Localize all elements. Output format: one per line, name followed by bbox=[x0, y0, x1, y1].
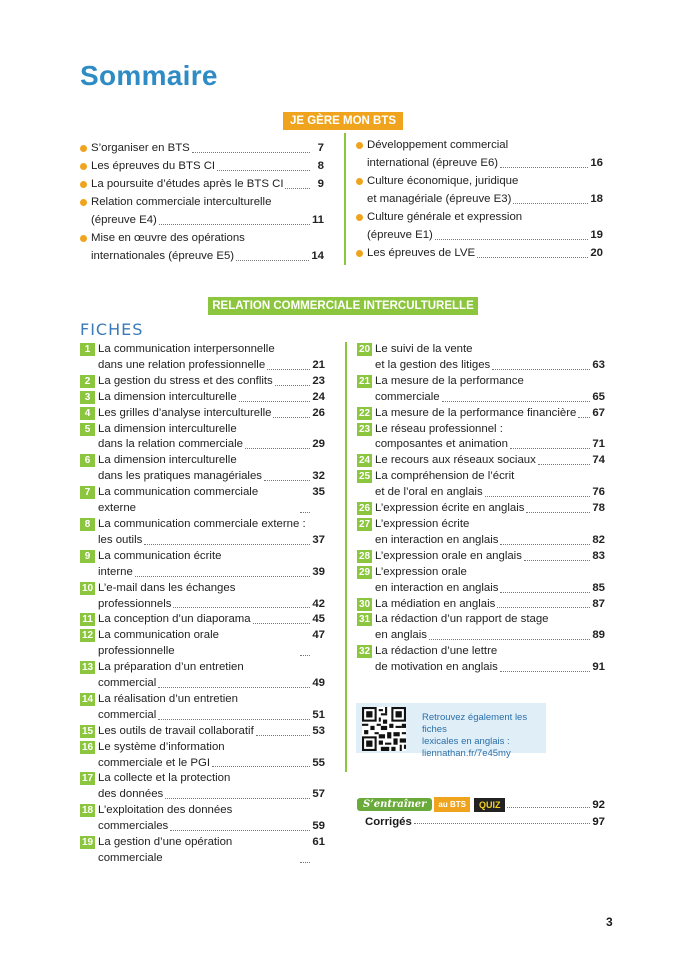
fiches-column-right bbox=[357, 342, 605, 676]
page-ref: 67 bbox=[592, 406, 605, 419]
fiche-entry[interactable] bbox=[357, 342, 605, 374]
page-ref: 74 bbox=[592, 454, 605, 467]
fiche-text: dans une relation professionnelle bbox=[98, 358, 266, 371]
page-ref: 61 bbox=[312, 836, 325, 849]
page-ref: 11 bbox=[311, 214, 324, 226]
fiche-number: 8 bbox=[80, 518, 95, 531]
page-ref: 9 bbox=[317, 178, 324, 190]
fiche-text: commerciale bbox=[375, 390, 440, 403]
leader-dots bbox=[264, 480, 310, 481]
toc-column-left bbox=[80, 139, 324, 265]
fiche-title: L’expression écrite bbox=[375, 517, 470, 530]
fiche-text: L’expression écrite en anglais bbox=[375, 502, 525, 515]
page-ref: 24 bbox=[312, 390, 325, 403]
fiche-entry[interactable] bbox=[80, 740, 325, 772]
fiche-title: La dimension interculturelle bbox=[98, 454, 237, 467]
fiche-entry[interactable] bbox=[80, 342, 325, 374]
leader-dots bbox=[173, 607, 310, 608]
fiches-column-left bbox=[80, 342, 325, 867]
fiche-entry[interactable] bbox=[357, 501, 605, 517]
fiche-entry[interactable] bbox=[357, 612, 605, 644]
page-ref: 63 bbox=[592, 358, 605, 371]
fiche-entry[interactable] bbox=[80, 835, 325, 867]
fiche-title: La collecte et la protection bbox=[98, 772, 231, 785]
fiche-text: Les outils de travail collaboratif bbox=[98, 724, 254, 737]
fiche-number: 18 bbox=[81, 805, 94, 817]
fiche-text: L’expression orale en anglais bbox=[375, 549, 522, 562]
page-ref: 87 bbox=[592, 597, 605, 610]
fiche-number: 12 bbox=[81, 630, 94, 642]
fiche-entry[interactable] bbox=[357, 549, 605, 565]
fiche-text: interne bbox=[98, 565, 133, 578]
fiche-number: 11 bbox=[80, 613, 95, 626]
toc-entry[interactable] bbox=[356, 208, 603, 244]
fiche-entry[interactable] bbox=[357, 453, 605, 469]
fiche-title: La communication commerciale externe : bbox=[98, 517, 306, 530]
fiche-text: La conception d’un diaporama bbox=[98, 613, 251, 626]
leader-dots bbox=[158, 687, 310, 688]
fiche-entry[interactable] bbox=[80, 453, 325, 485]
fiche-number: 10 bbox=[81, 582, 94, 594]
qr-caption: Retrouvez également les fiches lexicales en anglais : liennathan.fr/7e45my bbox=[422, 712, 546, 760]
fiche-text: et la gestion des litiges bbox=[375, 358, 491, 371]
leader-dots bbox=[256, 735, 311, 736]
fiche-entry[interactable] bbox=[80, 612, 325, 628]
page-title: Sommaire bbox=[80, 60, 218, 91]
fiche-text: et de l’oral en anglais bbox=[375, 486, 483, 499]
fiche-title: La compréhension de l’écrit bbox=[375, 470, 515, 483]
page-ref: 42 bbox=[312, 597, 325, 610]
leader-dots bbox=[165, 798, 310, 799]
fiche-title: La dimension interculturelle bbox=[98, 422, 237, 435]
page-ref: 26 bbox=[312, 406, 325, 419]
leader-dots bbox=[578, 417, 590, 418]
leader-dots bbox=[236, 260, 309, 261]
page-ref: 7 bbox=[317, 142, 324, 154]
au-bts-badge: au BTS bbox=[434, 797, 470, 812]
column-divider bbox=[345, 342, 347, 772]
fiche-entry[interactable] bbox=[80, 406, 325, 422]
leader-dots bbox=[485, 496, 591, 497]
leader-dots bbox=[500, 544, 590, 545]
page-ref: 8 bbox=[317, 160, 324, 172]
fiche-text: La dimension interculturelle bbox=[98, 390, 237, 403]
fiche-entry[interactable] bbox=[80, 549, 325, 581]
page-ref: 45 bbox=[312, 613, 325, 626]
fiche-title: La réalisation d’un entretien bbox=[98, 692, 238, 705]
page-ref: 49 bbox=[312, 677, 325, 690]
page-ref: 85 bbox=[592, 581, 605, 594]
fiche-entry[interactable] bbox=[80, 390, 325, 406]
fiche-entry[interactable] bbox=[80, 517, 325, 549]
toc-entry-title: Mise en œuvre des opérations bbox=[91, 232, 245, 244]
leader-dots bbox=[538, 464, 591, 465]
fiche-number: 3 bbox=[80, 391, 95, 404]
fiche-entry[interactable] bbox=[80, 422, 325, 454]
fiche-title: La communication interpersonnelle bbox=[98, 343, 275, 355]
fiche-text: les outils bbox=[98, 533, 143, 546]
fiche-number: 16 bbox=[81, 741, 94, 753]
fiche-entry[interactable] bbox=[357, 565, 605, 597]
fiche-number: 32 bbox=[358, 646, 371, 658]
fiche-number: 23 bbox=[358, 423, 371, 435]
fiche-entry[interactable] bbox=[357, 469, 605, 501]
page-ref: 39 bbox=[312, 565, 325, 578]
fiche-number: 31 bbox=[358, 614, 371, 626]
toc-entry[interactable] bbox=[80, 193, 324, 229]
page-ref: 19 bbox=[590, 229, 603, 241]
leader-dots bbox=[492, 369, 590, 370]
leader-dots bbox=[414, 823, 590, 824]
fiche-text: commercial bbox=[98, 677, 157, 690]
fiche-number: 22 bbox=[358, 407, 371, 419]
leader-dots bbox=[497, 607, 590, 608]
fiche-entry[interactable] bbox=[357, 406, 605, 422]
toc-entry-text: international (épreuve E6) bbox=[367, 157, 499, 169]
page-ref: 76 bbox=[592, 486, 605, 499]
fiche-entry[interactable] bbox=[80, 692, 325, 724]
toc-entry-text: S’organiser en BTS bbox=[91, 142, 190, 154]
page-ref: 21 bbox=[312, 358, 325, 371]
leader-dots bbox=[159, 224, 310, 225]
leader-dots bbox=[285, 188, 310, 189]
toc-entry-text: La poursuite d’études après le BTS CI bbox=[91, 178, 284, 190]
fiche-entry[interactable] bbox=[80, 803, 325, 835]
fiche-text: en interaction en anglais bbox=[375, 581, 499, 594]
leader-dots bbox=[273, 417, 310, 418]
fiche-text: La médiation en anglais bbox=[375, 597, 496, 610]
fiche-text: commercial bbox=[98, 708, 157, 721]
leader-dots bbox=[435, 239, 588, 240]
fiche-number: 9 bbox=[80, 550, 95, 563]
fiche-text: en anglais bbox=[375, 629, 427, 642]
fiche-number: 19 bbox=[81, 837, 94, 849]
leader-dots bbox=[275, 385, 311, 386]
leader-dots bbox=[477, 257, 588, 258]
leader-dots bbox=[300, 512, 310, 513]
toc-entry-title: Développement commercial bbox=[367, 139, 509, 151]
toc-entry-text: (épreuve E1) bbox=[367, 229, 433, 241]
toc-column-right bbox=[356, 136, 603, 262]
fiche-text: La gestion du stress et des conflits bbox=[98, 374, 273, 387]
fiche-entry[interactable] bbox=[357, 597, 605, 613]
fiche-entry[interactable] bbox=[80, 581, 325, 613]
fiche-number: 25 bbox=[358, 471, 371, 483]
page-ref: 47 bbox=[312, 629, 325, 642]
fiche-text: dans la relation commerciale bbox=[98, 438, 243, 451]
toc-entry-text: Les épreuves de LVE bbox=[367, 247, 476, 259]
page-ref: 14 bbox=[311, 250, 324, 262]
fiche-entry[interactable] bbox=[80, 485, 325, 517]
page-ref: 82 bbox=[592, 533, 605, 546]
leader-dots bbox=[526, 512, 590, 513]
page-ref: 16 bbox=[590, 157, 603, 169]
fiche-number: 26 bbox=[358, 503, 371, 515]
leader-dots bbox=[524, 560, 590, 561]
toc-entry[interactable] bbox=[80, 139, 324, 157]
toc-entry[interactable] bbox=[356, 172, 603, 208]
toc-entry-title: Culture économique, juridique bbox=[367, 175, 519, 187]
quiz-badge: QUIZ bbox=[474, 798, 506, 812]
section-banner-relation: RELATION COMMERCIALE INTERCULTURELLE bbox=[208, 297, 478, 315]
page-ref: 20 bbox=[590, 247, 603, 259]
fiche-text: des données bbox=[98, 788, 164, 801]
toc-entry-text: (épreuve E4) bbox=[91, 214, 157, 226]
entrainer-badge: S’entraîner bbox=[357, 798, 432, 811]
leader-dots bbox=[158, 719, 310, 720]
fiche-number: 27 bbox=[358, 518, 371, 530]
entrainer-row[interactable] bbox=[357, 797, 605, 812]
fiche-text: commerciale et le PGI bbox=[98, 756, 211, 769]
page-ref: 23 bbox=[312, 374, 325, 387]
fiche-entry[interactable] bbox=[80, 628, 325, 660]
qr-callout[interactable] bbox=[356, 703, 546, 759]
toc-entry-text: et managériale (épreuve E3) bbox=[367, 193, 512, 205]
page-ref: 91 bbox=[592, 661, 605, 674]
fiche-text: de motivation en anglais bbox=[375, 661, 498, 674]
fiche-number: 6 bbox=[80, 454, 95, 467]
toc-entry-text: Les épreuves du BTS CI bbox=[91, 160, 216, 172]
leader-dots bbox=[212, 766, 310, 767]
leader-dots bbox=[267, 369, 310, 370]
fiche-number: 17 bbox=[81, 773, 94, 785]
leader-dots bbox=[500, 167, 588, 168]
leader-dots bbox=[170, 830, 310, 831]
fiche-number: 13 bbox=[81, 662, 94, 674]
leader-dots bbox=[217, 170, 310, 171]
fiche-text: professionnels bbox=[98, 597, 172, 610]
fiche-number: 24 bbox=[358, 455, 371, 467]
toc-entry[interactable] bbox=[356, 136, 603, 172]
fiche-entry[interactable] bbox=[80, 771, 325, 803]
fiche-entry[interactable] bbox=[357, 517, 605, 549]
fiche-number: 5 bbox=[80, 423, 95, 436]
fiche-number: 7 bbox=[80, 486, 95, 499]
fiche-title: L’expression orale bbox=[375, 565, 467, 578]
fiche-text: en interaction en anglais bbox=[375, 533, 499, 546]
fiche-title: La communication écrite bbox=[98, 549, 222, 562]
page-ref: 51 bbox=[312, 708, 325, 721]
page-ref: 83 bbox=[592, 549, 605, 562]
fiche-text: dans les pratiques managériales bbox=[98, 470, 262, 483]
page-ref: 53 bbox=[312, 724, 325, 737]
fiche-number: 1 bbox=[80, 343, 95, 356]
toc-entry[interactable] bbox=[80, 157, 324, 175]
page-ref: 18 bbox=[590, 193, 603, 205]
leader-dots bbox=[429, 639, 590, 640]
section-bts-toc bbox=[80, 133, 615, 265]
page-ref: 97 bbox=[592, 816, 605, 828]
page-ref: 89 bbox=[592, 629, 605, 642]
leader-dots bbox=[300, 862, 310, 863]
toc-entry[interactable] bbox=[80, 175, 324, 193]
toc-entry[interactable] bbox=[356, 244, 603, 262]
fiches-heading: FICHES bbox=[80, 320, 144, 339]
fiche-text: La communication orale professionnelle bbox=[98, 629, 219, 658]
fiche-entry[interactable] bbox=[80, 660, 325, 692]
fiche-title: Le suivi de la vente bbox=[375, 343, 473, 355]
leader-dots bbox=[144, 544, 310, 545]
fiche-text: composantes et animation bbox=[375, 438, 508, 451]
page-ref: 32 bbox=[312, 470, 325, 483]
fiche-number: 30 bbox=[358, 598, 371, 610]
leader-dots bbox=[513, 203, 588, 204]
page-ref: 92 bbox=[592, 798, 605, 811]
section-banner-bts: JE GÈRE MON BTS bbox=[283, 112, 403, 130]
fiche-entry[interactable] bbox=[357, 422, 605, 454]
page-ref: 55 bbox=[312, 756, 325, 769]
fiche-text: La gestion d’une opération commerciale bbox=[98, 836, 233, 864]
page-number: 3 bbox=[606, 915, 613, 929]
leader-dots bbox=[300, 655, 310, 656]
fiche-entry[interactable] bbox=[357, 374, 605, 406]
fiche-text: Les grilles d’analyse interculturelle bbox=[98, 406, 272, 419]
leader-dots bbox=[500, 592, 590, 593]
fiche-title: La rédaction d’un rapport de stage bbox=[375, 613, 549, 626]
page-ref: 37 bbox=[312, 533, 325, 546]
fiche-number: 20 bbox=[358, 344, 371, 355]
page-ref: 71 bbox=[592, 438, 605, 451]
leader-dots bbox=[245, 448, 310, 449]
toc-entry-text: internationales (épreuve E5) bbox=[91, 250, 235, 262]
leader-dots bbox=[510, 448, 590, 449]
leader-dots bbox=[239, 401, 311, 402]
toc-entry-title: Culture générale et expression bbox=[367, 211, 523, 223]
fiche-number: 21 bbox=[358, 375, 371, 387]
fiche-entry[interactable] bbox=[80, 724, 325, 740]
page-ref: 65 bbox=[592, 390, 605, 403]
leader-dots bbox=[253, 623, 311, 624]
fiche-entry[interactable] bbox=[80, 374, 325, 390]
column-divider bbox=[344, 133, 346, 265]
leader-dots bbox=[507, 807, 590, 808]
fiche-text: La mesure de la performance financière bbox=[375, 406, 577, 419]
fiche-number: 2 bbox=[80, 375, 95, 388]
fiche-number: 29 bbox=[358, 566, 371, 578]
corriges-row[interactable] bbox=[365, 816, 605, 828]
fiche-number: 4 bbox=[80, 407, 95, 420]
fiche-title: La rédaction d’une lettre bbox=[375, 645, 498, 658]
fiche-number: 28 bbox=[358, 550, 371, 562]
leader-dots bbox=[192, 152, 310, 153]
page-ref: 59 bbox=[312, 820, 325, 833]
qr-link[interactable]: liennathan.fr/7e45my bbox=[422, 748, 511, 759]
fiche-title: L’e-mail dans les échanges bbox=[98, 581, 236, 594]
fiche-title: L’exploitation des données bbox=[98, 804, 233, 817]
page-ref: 35 bbox=[312, 486, 325, 499]
fiche-title: La préparation d’un entretien bbox=[98, 661, 244, 674]
fiche-text: La communication commerciale externe bbox=[98, 486, 259, 515]
page-ref: 78 bbox=[592, 502, 605, 515]
corriges-label: Corrigés bbox=[365, 816, 412, 828]
fiche-text: Le recours aux réseaux sociaux bbox=[375, 454, 536, 467]
fiche-number: 15 bbox=[81, 725, 94, 737]
fiche-text: commerciales bbox=[98, 820, 169, 833]
fiche-entry[interactable] bbox=[357, 644, 605, 676]
section-fiches-toc bbox=[80, 342, 615, 864]
leader-dots bbox=[135, 576, 310, 577]
page-ref: 29 bbox=[312, 438, 325, 451]
toc-entry[interactable] bbox=[80, 229, 324, 265]
leader-dots bbox=[500, 671, 590, 672]
fiche-title: La mesure de la performance bbox=[375, 374, 524, 387]
fiche-title: Le réseau professionnel : bbox=[375, 422, 503, 435]
page-ref: 57 bbox=[312, 788, 325, 801]
toc-entry-title: Relation commerciale interculturelle bbox=[91, 196, 272, 208]
leader-dots bbox=[442, 401, 591, 402]
qr-code-icon bbox=[362, 707, 406, 751]
fiche-number: 14 bbox=[81, 693, 94, 705]
fiche-title: Le système d’information bbox=[98, 740, 225, 753]
